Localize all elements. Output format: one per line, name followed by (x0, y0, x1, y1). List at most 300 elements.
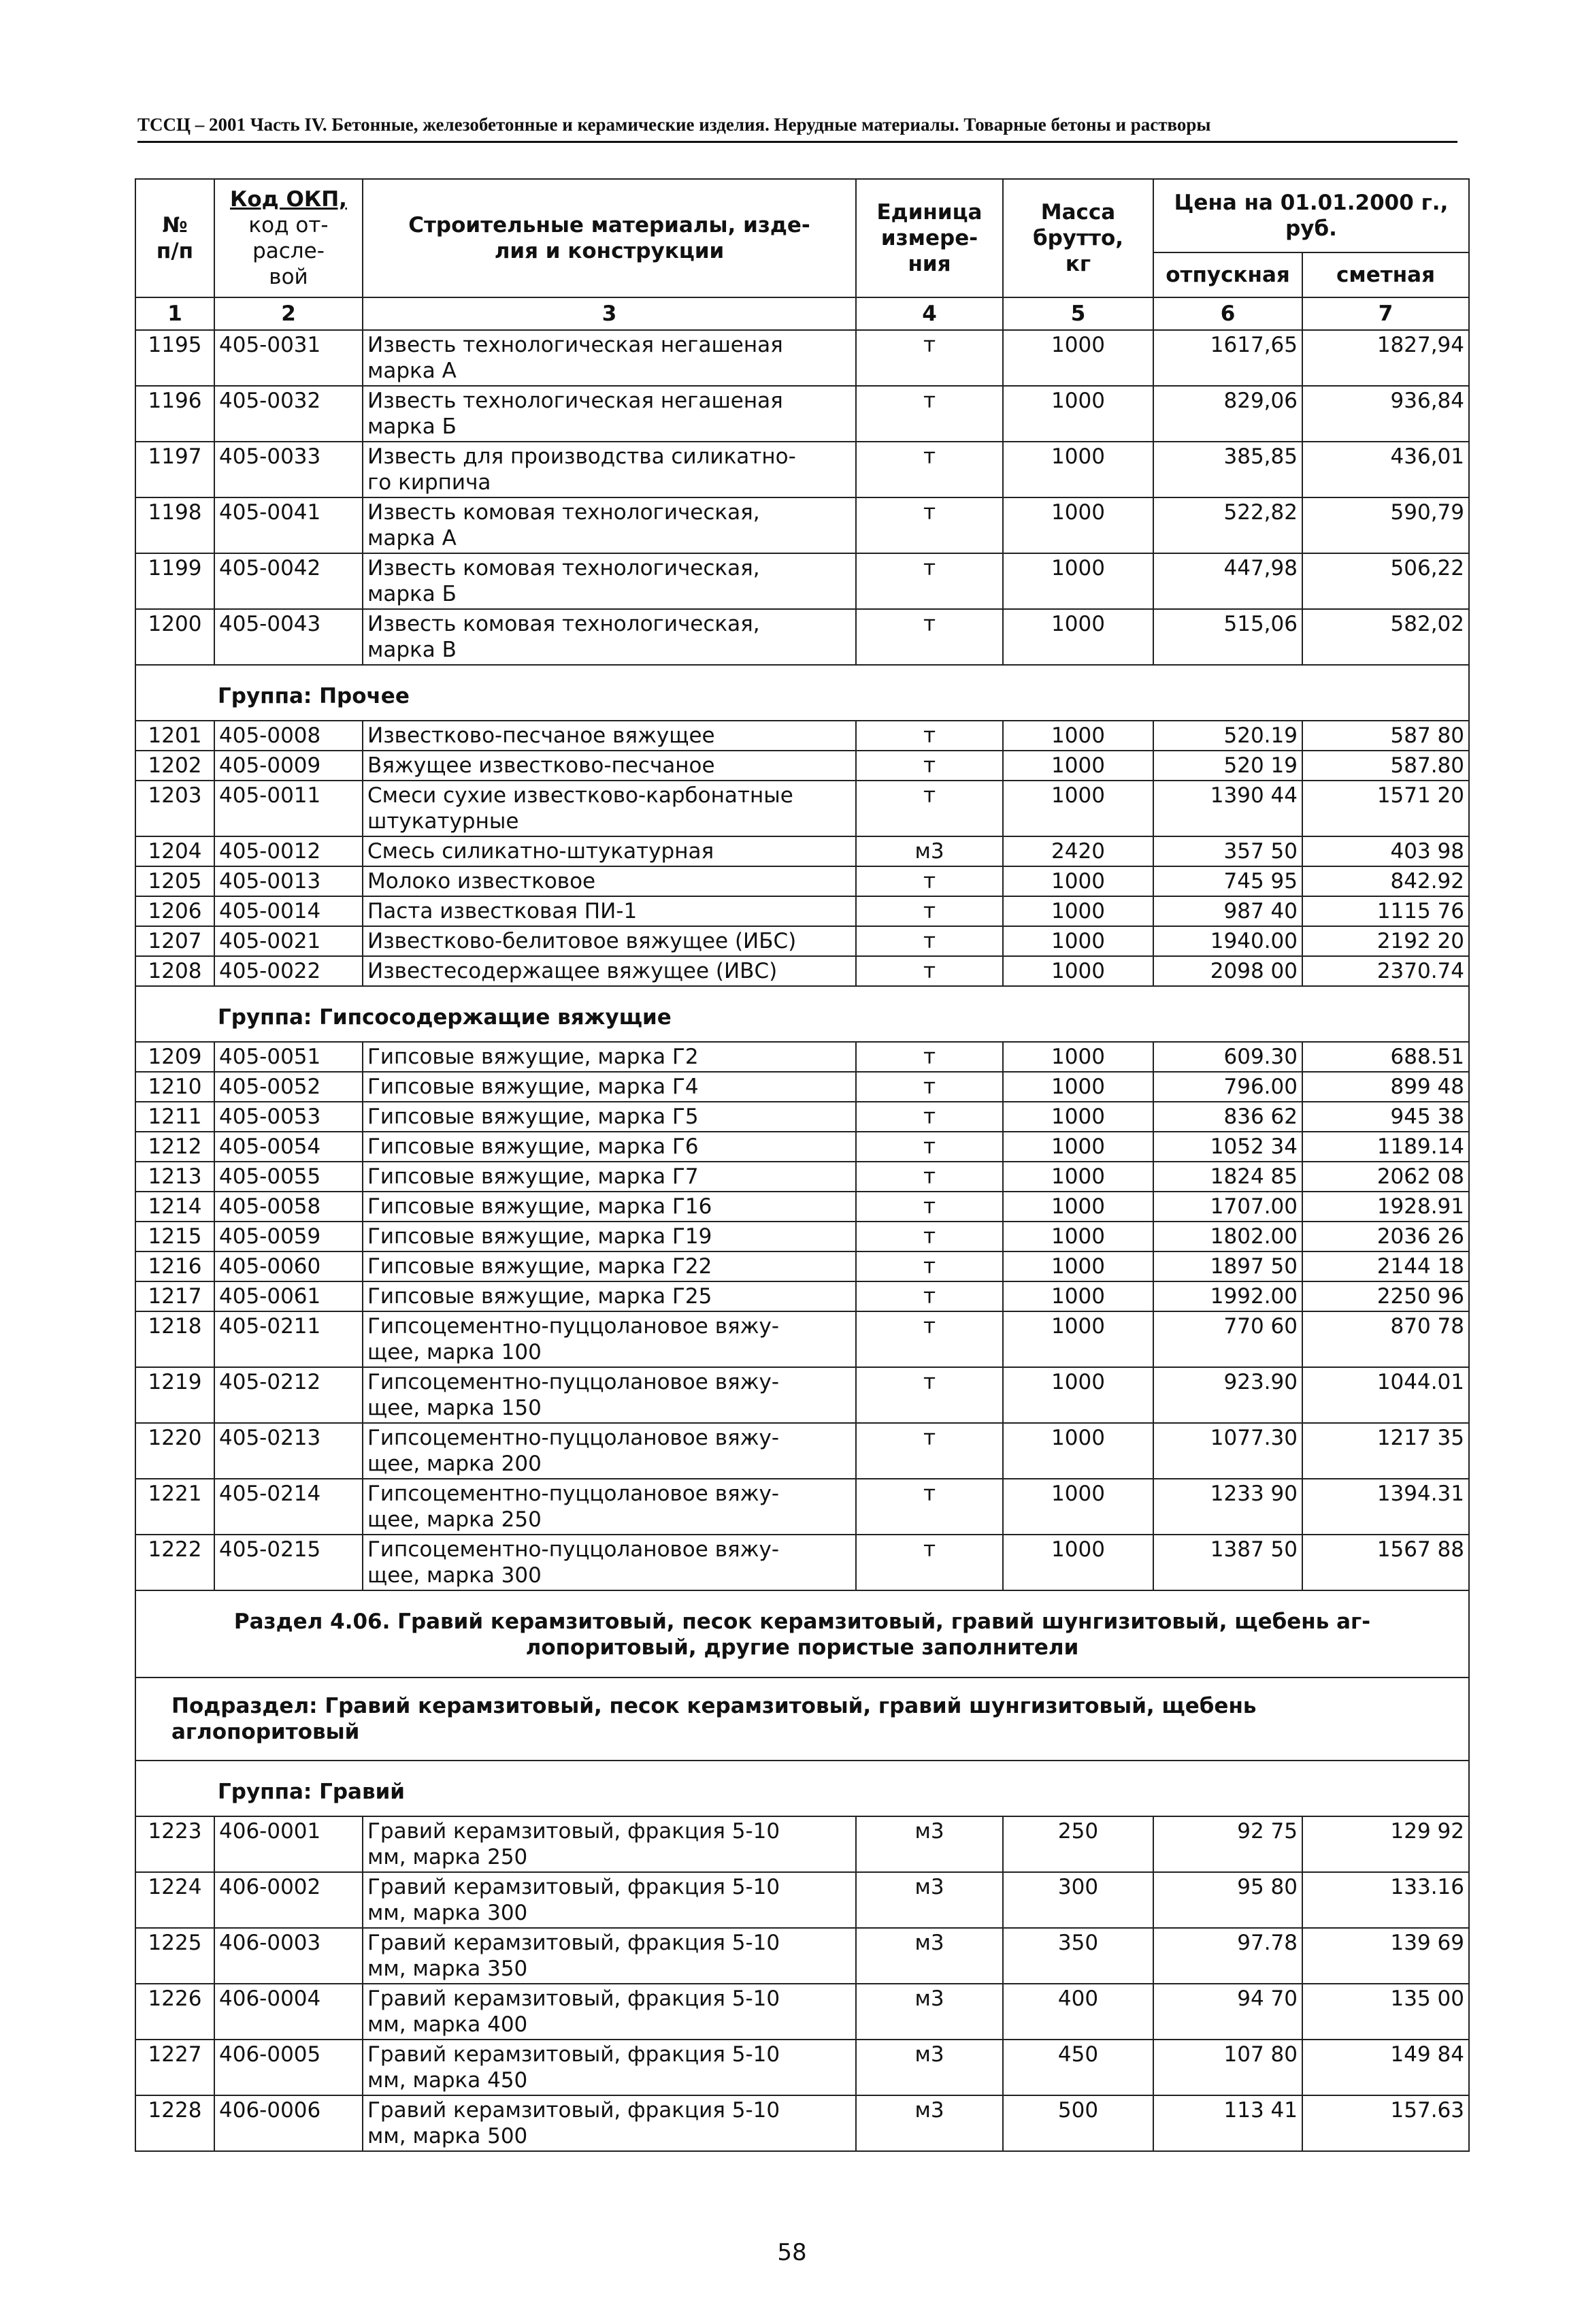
table-row (135, 1281, 1469, 1311)
cell-mass: 350 (1003, 1928, 1153, 1984)
cell-name: Молоко известковое (363, 866, 856, 896)
cell-name: Гравий керамзитовый, фракция 5-10 мм, марка 350 (363, 1928, 856, 1984)
table-row (135, 497, 1469, 553)
column-number-row (135, 297, 1469, 330)
cell-mass: 1000 (1003, 1367, 1153, 1423)
cell-num: 1218 (135, 1311, 214, 1367)
cell-name: Известь для производства силикатно- го кирпича (363, 442, 856, 497)
col-header-unit: Единица измере- ния (856, 179, 1003, 297)
cell-unit: м3 (856, 2040, 1003, 2095)
cell-mass: 1000 (1003, 751, 1153, 781)
cell-name: Гипсоцементно-пуццолановое вяжу- щее, марка 150 (363, 1367, 856, 1423)
cell-unit: т (856, 553, 1003, 609)
cell-name: Известь комовая технологическая, марка В (363, 609, 856, 665)
cell-estimate-price: 587 80 (1302, 721, 1469, 751)
cell-mass: 2420 (1003, 836, 1153, 866)
cell-num: 1223 (135, 1816, 214, 1872)
table-row (135, 1132, 1469, 1162)
okp-sub: код от- расле- вой (248, 213, 329, 289)
cell-mass: 1000 (1003, 721, 1153, 751)
cell-unit: т (856, 1102, 1003, 1132)
cell-estimate-price: 870 78 (1302, 1311, 1469, 1367)
cell-mass: 1000 (1003, 553, 1153, 609)
group-label: Группа: Прочее (135, 665, 1469, 721)
cell-estimate-price: 2192 20 (1302, 926, 1469, 956)
cell-release-price: 1390 44 (1153, 781, 1302, 836)
cell-release-price: 1802.00 (1153, 1222, 1302, 1251)
table-row (135, 1423, 1469, 1479)
table-row (135, 1072, 1469, 1102)
group-row (135, 1761, 1469, 1816)
cell-estimate-price: 139 69 (1302, 1928, 1469, 1984)
cell-num: 1222 (135, 1535, 214, 1590)
cell-mass: 1000 (1003, 1192, 1153, 1222)
cell-okp: 405-0060 (214, 1251, 363, 1281)
cell-okp: 406-0005 (214, 2040, 363, 2095)
cell-num: 1197 (135, 442, 214, 497)
cell-release-price: 829,06 (1153, 386, 1302, 442)
cell-release-price: 385,85 (1153, 442, 1302, 497)
cell-name: Гравий керамзитовый, фракция 5-10 мм, марка 400 (363, 1984, 856, 2040)
cell-unit: т (856, 1132, 1003, 1162)
cell-mass: 1000 (1003, 1162, 1153, 1192)
cell-okp: 405-0058 (214, 1192, 363, 1222)
cell-estimate-price: 1394.31 (1302, 1479, 1469, 1535)
cell-num: 1196 (135, 386, 214, 442)
table-row (135, 1222, 1469, 1251)
cell-estimate-price: 936,84 (1302, 386, 1469, 442)
cell-okp: 405-0032 (214, 386, 363, 442)
cell-unit: т (856, 1311, 1003, 1367)
cell-unit: т (856, 1367, 1003, 1423)
column-number: 4 (856, 297, 1003, 330)
cell-release-price: 836 62 (1153, 1102, 1302, 1132)
col-header-okp (214, 179, 363, 297)
cell-unit: т (856, 956, 1003, 986)
cell-num: 1199 (135, 553, 214, 609)
cell-unit: т (856, 751, 1003, 781)
table-row (135, 1192, 1469, 1222)
price-table (135, 178, 1470, 2152)
cell-release-price: 1897 50 (1153, 1251, 1302, 1281)
cell-name: Известесодержащее вяжущее (ИВС) (363, 956, 856, 986)
cell-name: Гипсоцементно-пуццолановое вяжу- щее, марка 200 (363, 1423, 856, 1479)
cell-okp: 406-0001 (214, 1816, 363, 1872)
cell-mass: 1000 (1003, 1132, 1153, 1162)
cell-num: 1225 (135, 1928, 214, 1984)
cell-name: Гипсовые вяжущие, марка Г2 (363, 1042, 856, 1072)
cell-name: Гипсоцементно-пуццолановое вяжу- щее, марка 100 (363, 1311, 856, 1367)
cell-release-price: 1387 50 (1153, 1535, 1302, 1590)
cell-release-price: 745 95 (1153, 866, 1302, 896)
cell-name: Известково-песчаное вяжущее (363, 721, 856, 751)
cell-num: 1226 (135, 1984, 214, 2040)
table-row (135, 751, 1469, 781)
cell-release-price: 92 75 (1153, 1816, 1302, 1872)
cell-mass: 1000 (1003, 386, 1153, 442)
cell-unit: м3 (856, 1816, 1003, 1872)
cell-release-price: 2098 00 (1153, 956, 1302, 986)
cell-estimate-price: 1571 20 (1302, 781, 1469, 836)
cell-mass: 1000 (1003, 1311, 1153, 1367)
price-table-container (135, 178, 1465, 2152)
cell-release-price: 987 40 (1153, 896, 1302, 926)
table-row (135, 2095, 1469, 2151)
cell-unit: т (856, 1251, 1003, 1281)
table-row (135, 781, 1469, 836)
cell-mass: 1000 (1003, 497, 1153, 553)
cell-estimate-price: 1115 76 (1302, 896, 1469, 926)
cell-num: 1209 (135, 1042, 214, 1072)
table-row (135, 1251, 1469, 1281)
subsection-label: Подраздел: Гравий керамзитовый, песок керамзитовый, гравий шунгизитовый, щебень аглопоритовый (135, 1677, 1469, 1761)
okp-title: Код ОКП, (230, 187, 347, 212)
cell-estimate-price: 1189.14 (1302, 1132, 1469, 1162)
cell-mass: 1000 (1003, 442, 1153, 497)
cell-num: 1207 (135, 926, 214, 956)
cell-estimate-price: 842.92 (1302, 866, 1469, 896)
column-number: 5 (1003, 297, 1153, 330)
cell-num: 1195 (135, 330, 214, 386)
cell-unit: т (856, 1423, 1003, 1479)
cell-release-price: 923.90 (1153, 1367, 1302, 1423)
cell-release-price: 1707.00 (1153, 1192, 1302, 1222)
cell-mass: 1000 (1003, 866, 1153, 896)
cell-mass: 1000 (1003, 926, 1153, 956)
cell-mass: 450 (1003, 2040, 1153, 2095)
cell-okp: 405-0008 (214, 721, 363, 751)
cell-okp: 405-0059 (214, 1222, 363, 1251)
cell-name: Гипсовые вяжущие, марка Г7 (363, 1162, 856, 1192)
cell-mass: 1000 (1003, 1102, 1153, 1132)
cell-release-price: 1992.00 (1153, 1281, 1302, 1311)
table-row (135, 553, 1469, 609)
cell-unit: м3 (856, 1872, 1003, 1928)
cell-num: 1210 (135, 1072, 214, 1102)
section-label: Раздел 4.06. Гравий керамзитовый, песок керамзитовый, гравий шунгизитовый, щебень аг- лопоритовый, другие пористые заполнители (135, 1590, 1469, 1677)
cell-release-price: 1617,65 (1153, 330, 1302, 386)
cell-estimate-price: 1827,94 (1302, 330, 1469, 386)
cell-okp: 405-0012 (214, 836, 363, 866)
cell-okp: 405-0061 (214, 1281, 363, 1311)
cell-num: 1211 (135, 1102, 214, 1132)
cell-num: 1206 (135, 896, 214, 926)
cell-unit: т (856, 721, 1003, 751)
section-row (135, 1590, 1469, 1677)
cell-name: Гипсовые вяжущие, марка Г6 (363, 1132, 856, 1162)
cell-name: Гипсовые вяжущие, марка Г5 (363, 1102, 856, 1132)
cell-release-price: 522,82 (1153, 497, 1302, 553)
table-row (135, 609, 1469, 665)
table-row (135, 1042, 1469, 1072)
cell-mass: 1000 (1003, 1479, 1153, 1535)
cell-estimate-price: 436,01 (1302, 442, 1469, 497)
table-row (135, 956, 1469, 986)
cell-name: Гипсовые вяжущие, марка Г19 (363, 1222, 856, 1251)
cell-name: Смеси сухие известково-карбонатные штукатурные (363, 781, 856, 836)
cell-estimate-price: 945 38 (1302, 1102, 1469, 1132)
cell-okp: 405-0211 (214, 1311, 363, 1367)
cell-okp: 405-0043 (214, 609, 363, 665)
cell-unit: т (856, 781, 1003, 836)
cell-unit: т (856, 1042, 1003, 1072)
cell-unit: т (856, 442, 1003, 497)
cell-okp: 405-0009 (214, 751, 363, 781)
page-number: 58 (777, 2239, 807, 2266)
cell-name: Гипсоцементно-пуццолановое вяжу- щее, марка 250 (363, 1479, 856, 1535)
cell-estimate-price: 2062 08 (1302, 1162, 1469, 1192)
cell-release-price: 113 41 (1153, 2095, 1302, 2151)
table-row (135, 866, 1469, 896)
table-row (135, 926, 1469, 956)
cell-num: 1212 (135, 1132, 214, 1162)
cell-estimate-price: 133.16 (1302, 1872, 1469, 1928)
group-row (135, 986, 1469, 1042)
cell-estimate-price: 135 00 (1302, 1984, 1469, 2040)
table-row (135, 721, 1469, 751)
cell-okp: 405-0055 (214, 1162, 363, 1192)
cell-mass: 1000 (1003, 1535, 1153, 1590)
cell-estimate-price: 2250 96 (1302, 1281, 1469, 1311)
cell-mass: 500 (1003, 2095, 1153, 2151)
cell-estimate-price: 2144 18 (1302, 1251, 1469, 1281)
cell-unit: т (856, 497, 1003, 553)
cell-unit: т (856, 609, 1003, 665)
cell-name: Известь комовая технологическая, марка Б (363, 553, 856, 609)
cell-unit: т (856, 926, 1003, 956)
cell-release-price: 1824 85 (1153, 1162, 1302, 1192)
col-header-num: № п/п (135, 179, 214, 297)
cell-num: 1208 (135, 956, 214, 986)
cell-okp: 405-0051 (214, 1042, 363, 1072)
cell-unit: т (856, 1192, 1003, 1222)
col-header-release: отпускная (1153, 252, 1302, 297)
cell-estimate-price: 1044.01 (1302, 1367, 1469, 1423)
table-body (135, 330, 1469, 2151)
cell-num: 1203 (135, 781, 214, 836)
cell-unit: м3 (856, 1928, 1003, 1984)
cell-okp: 405-0033 (214, 442, 363, 497)
cell-name: Вяжущее известково-песчаное (363, 751, 856, 781)
cell-mass: 1000 (1003, 330, 1153, 386)
cell-num: 1201 (135, 721, 214, 751)
table-row (135, 1535, 1469, 1590)
cell-estimate-price: 157.63 (1302, 2095, 1469, 2151)
column-number: 1 (135, 297, 214, 330)
cell-okp: 405-0052 (214, 1072, 363, 1102)
cell-unit: м3 (856, 2095, 1003, 2151)
cell-num: 1220 (135, 1423, 214, 1479)
cell-estimate-price: 2370.74 (1302, 956, 1469, 986)
column-number: 2 (214, 297, 363, 330)
cell-unit: т (856, 1222, 1003, 1251)
cell-num: 1221 (135, 1479, 214, 1535)
table-row (135, 836, 1469, 866)
cell-release-price: 520 19 (1153, 751, 1302, 781)
cell-release-price: 357 50 (1153, 836, 1302, 866)
cell-unit: т (856, 386, 1003, 442)
cell-estimate-price: 590,79 (1302, 497, 1469, 553)
cell-unit: т (856, 1072, 1003, 1102)
cell-mass: 1000 (1003, 781, 1153, 836)
cell-mass: 1000 (1003, 1251, 1153, 1281)
cell-estimate-price: 1928.91 (1302, 1192, 1469, 1222)
cell-okp: 405-0212 (214, 1367, 363, 1423)
cell-okp: 405-0213 (214, 1423, 363, 1479)
cell-num: 1227 (135, 2040, 214, 2095)
cell-okp: 405-0031 (214, 330, 363, 386)
group-label: Группа: Гравий (135, 1761, 1469, 1816)
cell-name: Известь комовая технологическая, марка А (363, 497, 856, 553)
cell-num: 1202 (135, 751, 214, 781)
cell-release-price: 1077.30 (1153, 1423, 1302, 1479)
cell-name: Гравий керамзитовый, фракция 5-10 мм, марка 250 (363, 1816, 856, 1872)
cell-release-price: 796.00 (1153, 1072, 1302, 1102)
cell-num: 1217 (135, 1281, 214, 1311)
cell-okp: 405-0014 (214, 896, 363, 926)
cell-okp: 406-0003 (214, 1928, 363, 1984)
cell-unit: т (856, 1162, 1003, 1192)
column-number: 6 (1153, 297, 1302, 330)
cell-okp: 406-0006 (214, 2095, 363, 2151)
table-row (135, 1367, 1469, 1423)
cell-name: Смесь силикатно-штукатурная (363, 836, 856, 866)
cell-mass: 300 (1003, 1872, 1153, 1928)
table-row (135, 1928, 1469, 1984)
cell-mass: 1000 (1003, 956, 1153, 986)
cell-estimate-price: 129 92 (1302, 1816, 1469, 1872)
column-number: 7 (1302, 297, 1469, 330)
cell-name: Известково-белитовое вяжущее (ИБС) (363, 926, 856, 956)
cell-mass: 400 (1003, 1984, 1153, 2040)
group-row (135, 665, 1469, 721)
cell-name: Гипсоцементно-пуццолановое вяжу- щее, марка 300 (363, 1535, 856, 1590)
cell-release-price: 515,06 (1153, 609, 1302, 665)
cell-release-price: 770 60 (1153, 1311, 1302, 1367)
cell-unit: т (856, 1281, 1003, 1311)
cell-num: 1216 (135, 1251, 214, 1281)
cell-mass: 1000 (1003, 1042, 1153, 1072)
cell-release-price: 1233 90 (1153, 1479, 1302, 1535)
table-row (135, 896, 1469, 926)
table-row (135, 1479, 1469, 1535)
col-header-estimate: сметная (1302, 252, 1469, 297)
cell-okp: 405-0215 (214, 1535, 363, 1590)
cell-estimate-price: 403 98 (1302, 836, 1469, 866)
table-row (135, 2040, 1469, 2095)
cell-estimate-price: 899 48 (1302, 1072, 1469, 1102)
cell-num: 1204 (135, 836, 214, 866)
cell-okp: 405-0013 (214, 866, 363, 896)
cell-name: Гипсовые вяжущие, марка Г4 (363, 1072, 856, 1102)
cell-num: 1224 (135, 1872, 214, 1928)
cell-name: Известь технологическая негашеная марка А (363, 330, 856, 386)
cell-release-price: 609.30 (1153, 1042, 1302, 1072)
cell-mass: 1000 (1003, 1072, 1153, 1102)
cell-mass: 250 (1003, 1816, 1153, 1872)
cell-num: 1198 (135, 497, 214, 553)
cell-name: Известь технологическая негашеная марка Б (363, 386, 856, 442)
cell-num: 1213 (135, 1162, 214, 1192)
cell-release-price: 97.78 (1153, 1928, 1302, 1984)
cell-okp: 405-0021 (214, 926, 363, 956)
cell-name: Гравий керамзитовый, фракция 5-10 мм, марка 500 (363, 2095, 856, 2151)
cell-name: Гипсовые вяжущие, марка Г25 (363, 1281, 856, 1311)
cell-release-price: 1052 34 (1153, 1132, 1302, 1162)
cell-estimate-price: 506,22 (1302, 553, 1469, 609)
cell-release-price: 447,98 (1153, 553, 1302, 609)
cell-name: Гипсовые вяжущие, марка Г16 (363, 1192, 856, 1222)
cell-num: 1214 (135, 1192, 214, 1222)
table-row (135, 386, 1469, 442)
cell-num: 1200 (135, 609, 214, 665)
cell-okp: 405-0053 (214, 1102, 363, 1132)
cell-num: 1205 (135, 866, 214, 896)
cell-name: Гравий керамзитовый, фракция 5-10 мм, марка 450 (363, 2040, 856, 2095)
cell-mass: 1000 (1003, 1423, 1153, 1479)
table-row (135, 1162, 1469, 1192)
cell-okp: 405-0054 (214, 1132, 363, 1162)
cell-num: 1228 (135, 2095, 214, 2151)
cell-unit: м3 (856, 836, 1003, 866)
cell-mass: 1000 (1003, 896, 1153, 926)
col-header-mass: Масса брутто, кг (1003, 179, 1153, 297)
cell-mass: 1000 (1003, 609, 1153, 665)
cell-unit: т (856, 1535, 1003, 1590)
table-row (135, 330, 1469, 386)
cell-name: Гипсовые вяжущие, марка Г22 (363, 1251, 856, 1281)
cell-okp: 405-0011 (214, 781, 363, 836)
cell-estimate-price: 1217 35 (1302, 1423, 1469, 1479)
col-header-price: Цена на 01.01.2000 г., руб. (1153, 179, 1469, 252)
cell-estimate-price: 149 84 (1302, 2040, 1469, 2095)
group-label: Группа: Гипсосодержащие вяжущие (135, 986, 1469, 1042)
cell-name: Гравий керамзитовый, фракция 5-10 мм, марка 300 (363, 1872, 856, 1928)
table-row (135, 1102, 1469, 1132)
cell-release-price: 1940.00 (1153, 926, 1302, 956)
table-row (135, 1984, 1469, 2040)
col-header-name: Строительные материалы, изде- лия и конструкции (363, 179, 856, 297)
cell-estimate-price: 688.51 (1302, 1042, 1469, 1072)
table-row (135, 1816, 1469, 1872)
cell-unit: т (856, 896, 1003, 926)
cell-estimate-price: 1567 88 (1302, 1535, 1469, 1590)
cell-unit: т (856, 1479, 1003, 1535)
cell-mass: 1000 (1003, 1281, 1153, 1311)
cell-release-price: 520.19 (1153, 721, 1302, 751)
cell-num: 1215 (135, 1222, 214, 1251)
page-header: ТССЦ – 2001 Часть IV. Бетонные, железобетонные и керамические изделия. Нерудные материалы. Товарные бетоны и растворы (137, 114, 1457, 143)
cell-release-price: 107 80 (1153, 2040, 1302, 2095)
cell-estimate-price: 2036 26 (1302, 1222, 1469, 1251)
cell-name: Паста известковая ПИ-1 (363, 896, 856, 926)
cell-okp: 405-0022 (214, 956, 363, 986)
subsection-row (135, 1677, 1469, 1761)
cell-release-price: 94 70 (1153, 1984, 1302, 2040)
cell-mass: 1000 (1003, 1222, 1153, 1251)
cell-num: 1219 (135, 1367, 214, 1423)
cell-okp: 405-0214 (214, 1479, 363, 1535)
column-number: 3 (363, 297, 856, 330)
cell-unit: м3 (856, 1984, 1003, 2040)
cell-estimate-price: 582,02 (1302, 609, 1469, 665)
table-row (135, 442, 1469, 497)
cell-unit: т (856, 866, 1003, 896)
table-row (135, 1872, 1469, 1928)
cell-okp: 405-0041 (214, 497, 363, 553)
cell-okp: 406-0004 (214, 1984, 363, 2040)
cell-okp: 405-0042 (214, 553, 363, 609)
